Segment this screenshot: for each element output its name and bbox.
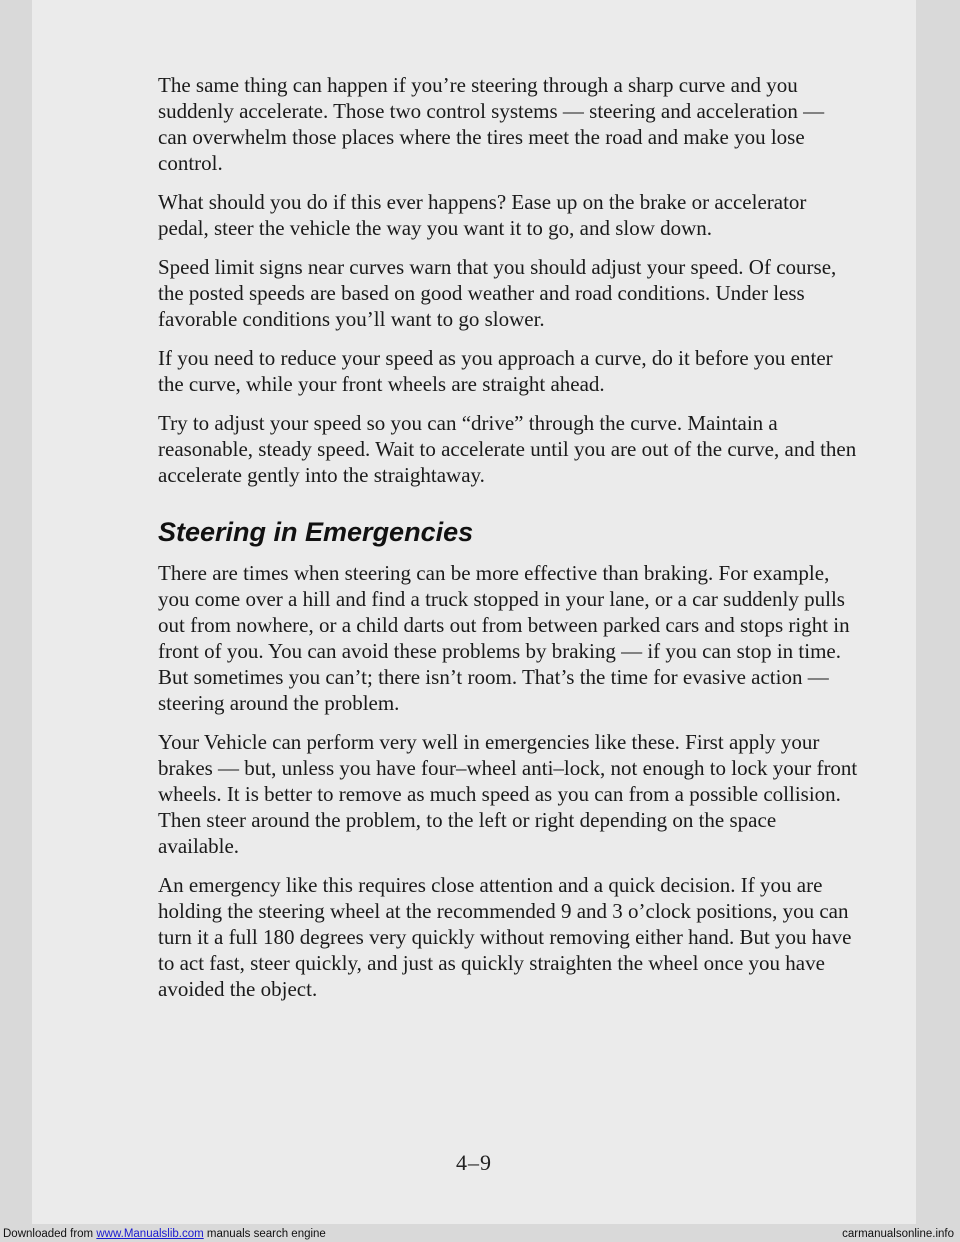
footer-watermark: carmanualsonline.info bbox=[842, 1228, 954, 1240]
paragraph: Speed limit signs near curves warn that you should adjust your speed. Of course, the posted speeds are based on good weather and road conditions. Under less favorable conditions you’ll want to go slower. bbox=[158, 255, 837, 331]
section-heading: Steering in Emergencies bbox=[158, 517, 474, 547]
footer-prefix: Downloaded from bbox=[3, 1228, 94, 1240]
download-footer bbox=[0, 1226, 960, 1242]
paragraph: There are times when steering can be more effective than braking. For example, you come over a hill and find a truck stopped in your lane, or a car suddenly pulls out from nowhere, or a child darts out from between parked cars and stops right in front of you. You can avoid these problems by braking — if you can stop in time. But sometimes you can’t; there isn’t room. That’s the time for evasive action — steering around the problem. bbox=[158, 561, 850, 715]
paragraph: Try to adjust your speed so you can “drive” through the curve. Maintain a reasonable, steady speed. Wait to accelerate until you are out of the curve, and then accelerate gently into the straightaway. bbox=[158, 411, 857, 487]
paragraph: What should you do if this ever happens? Ease up on the brake or accelerator pedal, steer the vehicle the way you want it to go, and slow down. bbox=[158, 190, 807, 240]
paragraph: An emergency like this requires close attention and a quick decision. If you are holding the steering wheel at the recommended 9 and 3 o’clock positions, you can turn it a full 180 degrees very quickly without removing either hand. But you have to act fast, steer quickly, and just as quickly straighten the wheel once you have avoided the object. bbox=[158, 873, 852, 1001]
page-content bbox=[158, 72, 858, 1015]
footer-source bbox=[3, 1226, 326, 1242]
footer-suffix: manuals search engine bbox=[206, 1228, 326, 1240]
manual-page bbox=[32, 0, 916, 1224]
paragraph: Your Vehicle can perform very well in emergencies like these. First apply your brakes — but, unless you have four–wheel anti–lock, not enough to lock your front wheels. It is better to remove as much speed as you can from a possible collision. Then steer around the problem, to the left or right depending on the space available. bbox=[158, 730, 858, 858]
paragraph: The same thing can happen if you’re steering through a sharp curve and you suddenly accelerate. Those two control systems — steering and acceleration — can overwhelm those places where the tires meet the road and make you lose control. bbox=[158, 73, 825, 175]
page-number: 4–9 bbox=[456, 1150, 492, 1175]
manualslib-link[interactable]: www.Manualslib.com bbox=[96, 1228, 204, 1240]
paragraph: If you need to reduce your speed as you approach a curve, do it before you enter the curve, while your front wheels are straight ahead. bbox=[158, 346, 833, 396]
